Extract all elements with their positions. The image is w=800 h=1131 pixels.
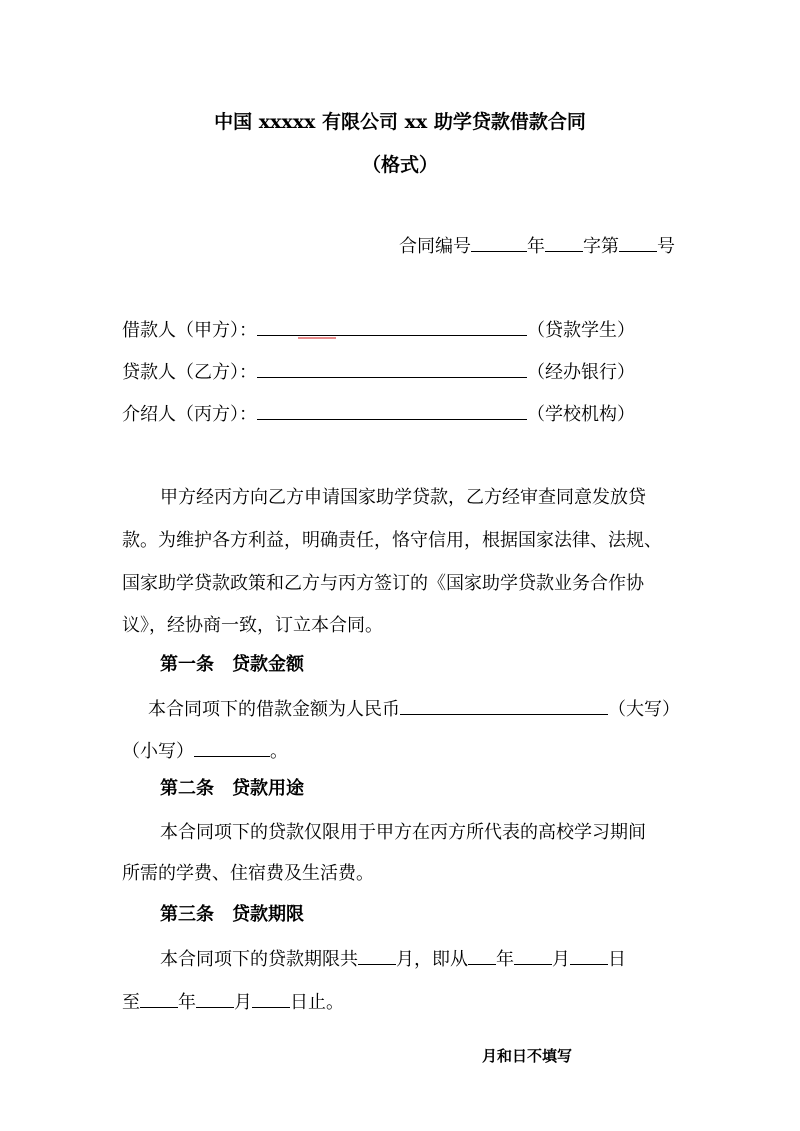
article3-month-text: 月 <box>552 949 570 970</box>
party-label: 借款人（甲方）： <box>122 320 257 341</box>
article1-uppercase-note: （大写） <box>608 699 680 720</box>
end-month-blank[interactable] <box>196 989 234 1008</box>
article3-from-text: 月，即从 <box>396 949 468 970</box>
preamble-line: 甲方经丙方向乙方申请国家助学贷款，乙方经审查同意发放贷 <box>160 487 646 508</box>
party-note: （经办银行） <box>527 362 635 383</box>
end-day-blank[interactable] <box>252 989 290 1008</box>
loan-term-months-blank[interactable] <box>358 946 396 965</box>
article1-amount-line <box>148 696 680 721</box>
article3-heading: 第三条 贷款期限 <box>160 904 304 925</box>
contract-serial-blank[interactable] <box>619 233 657 252</box>
article1-lowercase-suffix: 。 <box>270 741 288 762</box>
document-title: 中国 xxxxx 有限公司 xx 助学贷款借款合同 <box>214 111 586 133</box>
introducer-name-blank[interactable] <box>257 401 527 420</box>
article3-end-day-text: 日止。 <box>290 992 344 1013</box>
contract-number-year: 年 <box>527 236 545 257</box>
party-note: （学校机构） <box>527 404 635 425</box>
contract-number-hao: 号 <box>657 236 675 257</box>
start-month-blank[interactable] <box>514 946 552 965</box>
preamble-line: 议》，经协商一致，订立本合同。 <box>122 615 383 636</box>
borrower-name-blank[interactable] <box>257 317 527 336</box>
start-year-blank[interactable] <box>468 946 496 965</box>
article1-heading: 第一条 贷款金额 <box>160 654 304 675</box>
party-label: 介绍人（丙方）： <box>122 404 257 425</box>
contract-number-blank[interactable] <box>471 233 527 252</box>
article3-day-text: 日 <box>608 949 626 970</box>
article2-line: 本合同项下的贷款仅限用于甲方在丙方所代表的高校学习期间 <box>160 822 646 843</box>
contract-year-blank[interactable] <box>545 233 583 252</box>
end-year-blank[interactable] <box>140 989 178 1008</box>
article3-year-text: 年 <box>496 949 514 970</box>
amount-uppercase-blank[interactable] <box>400 696 608 715</box>
article3-end-month-text: 月 <box>234 992 252 1013</box>
party-lender-row <box>122 359 635 384</box>
preamble-line: 国家助学贷款政策和乙方与丙方签订的《国家助学贷款业务合作协 <box>122 573 644 594</box>
lender-name-blank[interactable] <box>257 359 527 378</box>
document-subtitle: （格式） <box>361 154 438 176</box>
article3-end-year-text: 年 <box>178 992 196 1013</box>
article1-amount-text: 本合同项下的借款金额为人民币 <box>148 699 400 720</box>
party-note: （贷款学生） <box>527 320 635 341</box>
party-label: 贷款人（乙方）： <box>122 362 257 383</box>
contract-number-prefix: 合同编号 <box>399 236 471 257</box>
article1-lowercase-prefix: （小写） <box>122 741 194 762</box>
preamble-line: 款。为维护各方利益，明确责任，恪守信用，根据国家法律、法规、 <box>122 530 662 551</box>
article3-to-text: 至 <box>122 992 140 1013</box>
footnote-annotation: 月和日不填写 <box>482 1047 573 1065</box>
red-edit-mark <box>298 337 336 339</box>
article3-term-line <box>160 946 626 971</box>
start-day-blank[interactable] <box>570 946 608 965</box>
amount-lowercase-blank[interactable] <box>194 738 270 757</box>
article2-heading: 第二条 贷款用途 <box>160 778 304 799</box>
article2-line: 所需的学费、住宿费及生活费。 <box>122 863 374 884</box>
contract-number-line <box>399 233 675 258</box>
article3-end-line <box>122 989 344 1014</box>
party-introducer-row <box>122 401 635 426</box>
party-borrower-row <box>122 317 635 342</box>
article1-lowercase-line <box>122 738 288 763</box>
article3-term-text: 本合同项下的贷款期限共 <box>160 949 358 970</box>
contract-number-zi: 字第 <box>583 236 619 257</box>
